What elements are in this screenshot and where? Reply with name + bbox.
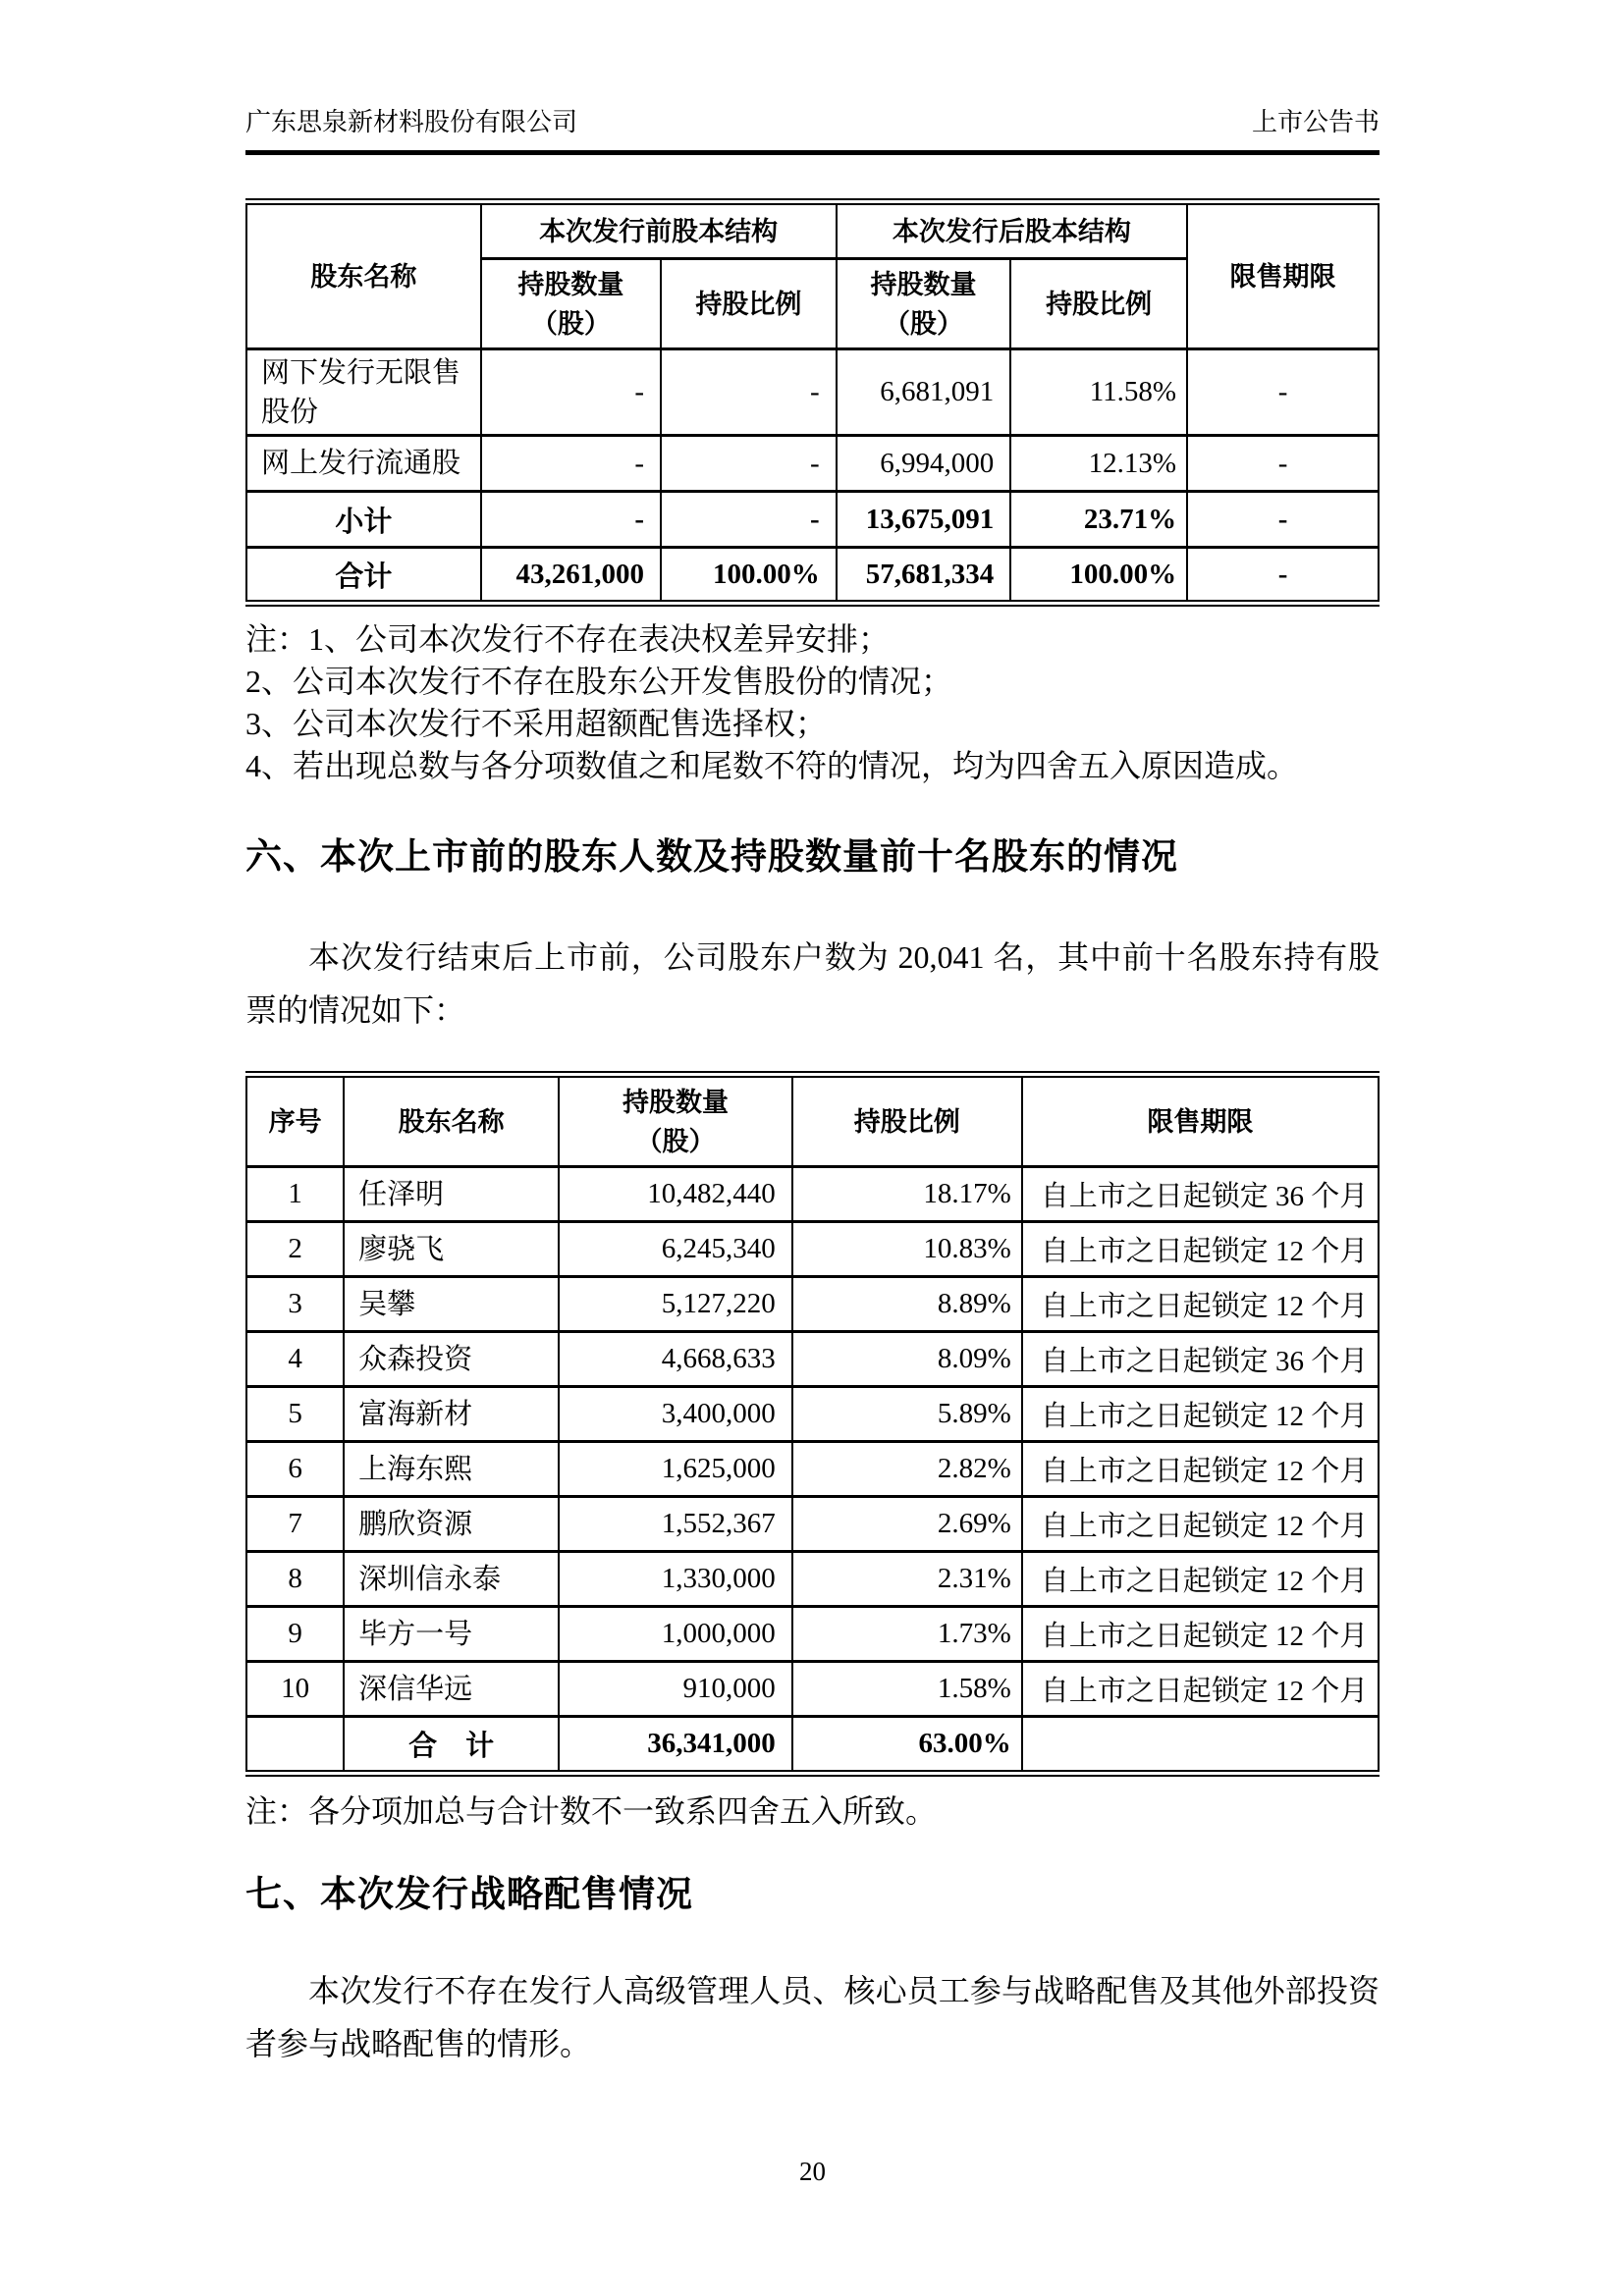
cell-post-ratio: 100.00% [1010,548,1187,604]
section-6-paragraph: 本次发行结束后上市前，公司股东户数为 20,041 名，其中前十名股东持有股票的情况如下： [245,939,1380,1028]
cell-qty: 1,330,000 [559,1552,792,1607]
table-row [246,1332,1379,1387]
cell-seq [246,1717,344,1774]
table-row [246,1662,1379,1717]
cell-seq: 6 [246,1442,344,1497]
col-header-lockup: 限售期限 [1187,202,1379,349]
cell-pre-qty: - [481,436,661,492]
cell-name: 廖骁飞 [344,1222,559,1277]
cell-lockup: 自上市之日起锁定 12 个月 [1022,1607,1379,1662]
table-header-row [246,1075,1379,1167]
note-line-4: 4、若出现总数与各分项数值之和尾数不符的情况，均为四舍五入原因造成。 [245,748,1299,783]
share-structure-table [245,198,1380,607]
cell-shareholder: 网上发行流通股 [246,436,481,492]
section-6-heading: 六、本次上市前的股东人数及持股数量前十名股东的情况 [245,836,1178,877]
cell-lockup: 自上市之日起锁定 12 个月 [1022,1497,1379,1552]
cell-seq: 5 [246,1387,344,1442]
note-line-1: 注：1、公司本次发行不存在表决权差异安排； [245,621,891,657]
cell-pre-qty: - [481,349,661,436]
cell-name: 富海新材 [344,1387,559,1442]
cell-ratio: 2.69% [792,1497,1022,1552]
cell-lockup: - [1187,548,1379,604]
cell-name: 深信华远 [344,1662,559,1717]
cell-lockup: 自上市之日起锁定 12 个月 [1022,1662,1379,1717]
col-header-pre-issue: 本次发行前股本结构 [481,202,837,259]
col-header-pre-ratio: 持股比例 [661,259,837,349]
cell-ratio: 2.82% [792,1442,1022,1497]
col-header-seq: 序号 [246,1075,344,1167]
table-row [246,1277,1379,1332]
cell-pre-ratio: 100.00% [661,548,837,604]
col-header-shareholder: 股东名称 [246,202,481,349]
cell-post-qty: 57,681,334 [837,548,1011,604]
note-line-2: 2、公司本次发行不存在股东公开发售股份的情况； [245,664,953,699]
cell-lockup [1022,1717,1379,1774]
cell-name: 鹏欣资源 [344,1497,559,1552]
cell-lockup: - [1187,436,1379,492]
table-row [246,436,1379,492]
table-row [246,1387,1379,1442]
cell-lockup: 自上市之日起锁定 12 个月 [1022,1387,1379,1442]
cell-pre-ratio: - [661,436,837,492]
cell-seq: 7 [246,1497,344,1552]
cell-lockup: - [1187,349,1379,436]
page-number: 20 [799,2157,826,2186]
cell-ratio: 5.89% [792,1387,1022,1442]
cell-qty: 5,127,220 [559,1277,792,1332]
cell-seq: 8 [246,1552,344,1607]
cell-ratio: 8.09% [792,1332,1022,1387]
table-row [246,1607,1379,1662]
cell-ratio: 18.17% [792,1167,1022,1222]
cell-pre-ratio: - [661,492,837,548]
cell-post-qty: 6,681,091 [837,349,1011,436]
cell-qty: 1,552,367 [559,1497,792,1552]
cell-ratio: 1.73% [792,1607,1022,1662]
cell-seq: 9 [246,1607,344,1662]
cell-qty: 10,482,440 [559,1167,792,1222]
col-header-pre-qty [481,259,661,349]
cell-total-qty: 36,341,000 [559,1717,792,1774]
cell-pre-qty: - [481,492,661,548]
cell-seq: 1 [246,1167,344,1222]
cell-ratio: 1.58% [792,1662,1022,1717]
subtotal-row [246,492,1379,548]
col-header-post-issue: 本次发行后股本结构 [837,202,1187,259]
cell-total-ratio: 63.00% [792,1717,1022,1774]
cell-qty: 1,625,000 [559,1442,792,1497]
cell-post-qty: 6,994,000 [837,436,1011,492]
top-shareholders-table [245,1071,1380,1777]
cell-lockup: 自上市之日起锁定 36 个月 [1022,1167,1379,1222]
section-7-paragraph: 本次发行不存在发行人高级管理人员、核心员工参与战略配售及其他外部投资者参与战略配售的情形。 [245,1973,1380,2061]
table-header-row [246,202,1379,259]
cell-lockup: 自上市之日起锁定 12 个月 [1022,1222,1379,1277]
total-row [246,1717,1379,1774]
qty-header-line1: 持股数量 [517,269,624,299]
table-row [246,1442,1379,1497]
qty-header-line2: （股） [883,308,963,339]
col-header-lockup: 限售期限 [1022,1075,1379,1167]
total-row [246,548,1379,604]
header-company-name: 广东思泉新材料股份有限公司 [245,108,578,136]
cell-name: 深圳信永泰 [344,1552,559,1607]
table-row [246,1222,1379,1277]
col-header-name: 股东名称 [344,1075,559,1167]
table-row [246,1552,1379,1607]
cell-total-label: 合 计 [344,1717,559,1774]
cell-qty: 6,245,340 [559,1222,792,1277]
qty-header-line1: 持股数量 [870,269,977,299]
col-header-ratio: 持股比例 [792,1075,1022,1167]
cell-pre-qty: 43,261,000 [481,548,661,604]
cell-name: 吴攀 [344,1277,559,1332]
cell-lockup: - [1187,492,1379,548]
qty-header-line2: （股） [635,1126,716,1156]
cell-post-qty: 13,675,091 [837,492,1011,548]
cell-lockup: 自上市之日起锁定 12 个月 [1022,1442,1379,1497]
cell-shareholder: 小计 [246,492,481,548]
table-row [246,1167,1379,1222]
header-doc-title: 上市公告书 [1251,108,1380,136]
cell-ratio: 2.31% [792,1552,1022,1607]
cell-qty: 4,668,633 [559,1332,792,1387]
cell-qty: 3,400,000 [559,1387,792,1442]
section-7-heading: 七、本次发行战略配售情况 [245,1874,693,1914]
cell-lockup: 自上市之日起锁定 36 个月 [1022,1332,1379,1387]
page-header [245,103,1380,155]
cell-pre-ratio: - [661,349,837,436]
table2-note: 注：各分项加总与合计数不一致系四舍五入所致。 [245,1793,938,1829]
col-header-post-ratio: 持股比例 [1010,259,1187,349]
cell-seq: 10 [246,1662,344,1717]
qty-header-line1: 持股数量 [622,1087,729,1117]
cell-post-ratio: 11.58% [1010,349,1187,436]
cell-qty: 1,000,000 [559,1607,792,1662]
cell-post-ratio: 12.13% [1010,436,1187,492]
qty-header-line2: （股） [530,308,611,339]
cell-seq: 3 [246,1277,344,1332]
cell-shareholder: 合计 [246,548,481,604]
cell-name: 上海东熙 [344,1442,559,1497]
cell-ratio: 8.89% [792,1277,1022,1332]
cell-seq: 2 [246,1222,344,1277]
cell-shareholder: 网下发行无限售股份 [246,349,481,436]
cell-seq: 4 [246,1332,344,1387]
col-header-qty [559,1075,792,1167]
col-header-post-qty [837,259,1011,349]
cell-name: 毕方一号 [344,1607,559,1662]
table-row [246,1497,1379,1552]
cell-name: 任泽明 [344,1167,559,1222]
cell-post-ratio: 23.71% [1010,492,1187,548]
note-line-3: 3、公司本次发行不采用超额配售选择权； [245,706,828,741]
cell-lockup: 自上市之日起锁定 12 个月 [1022,1277,1379,1332]
cell-ratio: 10.83% [792,1222,1022,1277]
cell-name: 众森投资 [344,1332,559,1387]
table1-notes [245,618,1380,787]
cell-qty: 910,000 [559,1662,792,1717]
cell-lockup: 自上市之日起锁定 12 个月 [1022,1552,1379,1607]
table-row [246,349,1379,436]
